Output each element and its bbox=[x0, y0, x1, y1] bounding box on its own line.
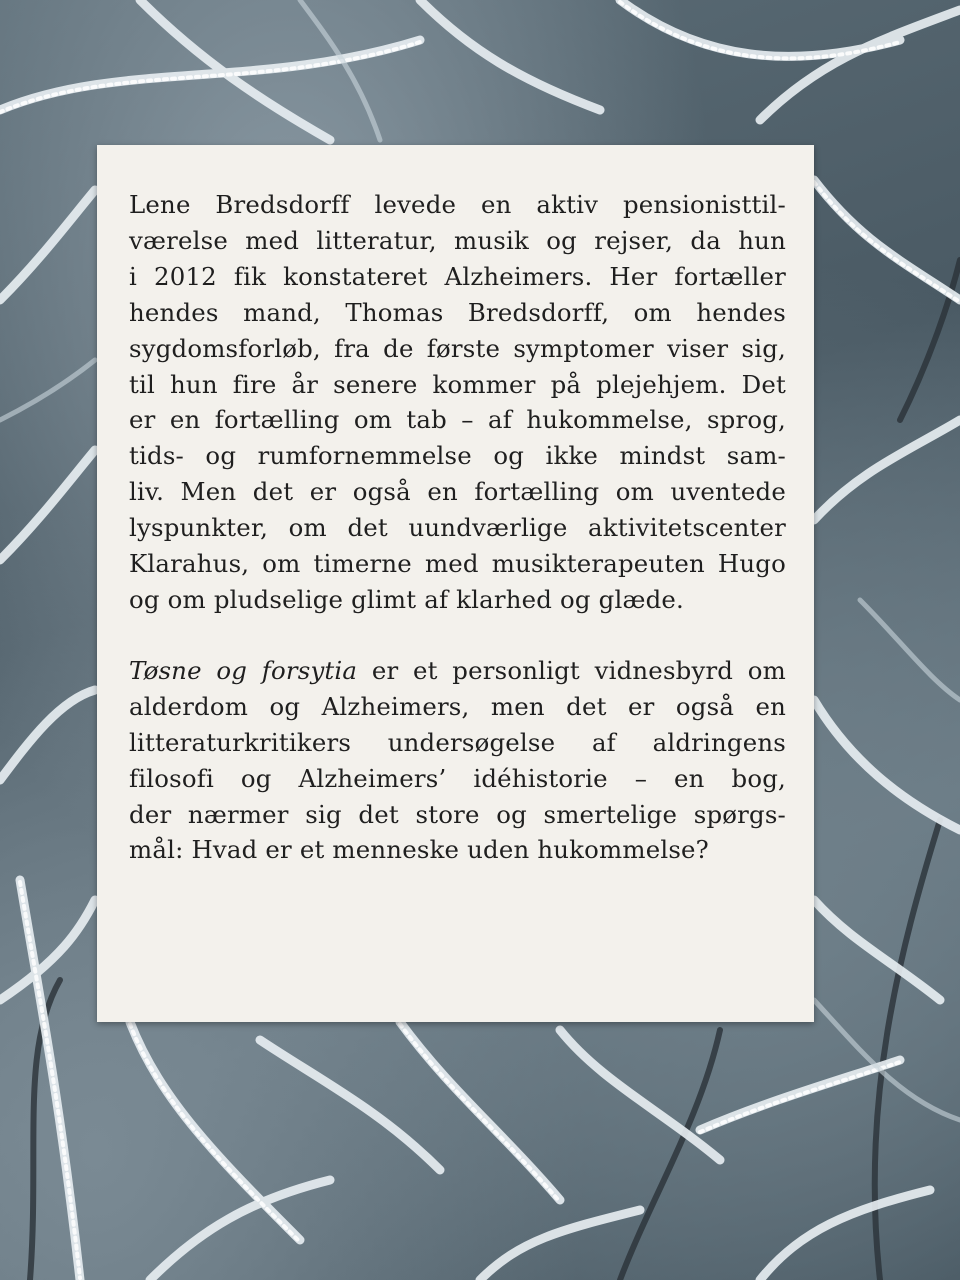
text-card bbox=[97, 145, 814, 1022]
text-line: filosofi og Alzheimers’ idéhistorie – en bog, bbox=[129, 763, 786, 793]
text-line-rest: er et personligt vidnesbyrd om bbox=[357, 655, 787, 685]
text-line: lyspunkter, om det uundværlige aktivitetscenter bbox=[129, 513, 786, 543]
text-line: Klarahus, om timerne med musikterapeuten Hugo bbox=[129, 549, 786, 579]
text-line bbox=[129, 653, 786, 689]
description-paragraph bbox=[129, 653, 786, 868]
text-line: Lene Bredsdorff levede en aktiv pensionisttil- bbox=[129, 190, 786, 219]
text-line: tids- og rumfornemmelse og ikke mindst sam- bbox=[129, 441, 786, 471]
text-line: og om pludselige glimt af klarhed og glæde. bbox=[129, 584, 685, 614]
book-title: Tøsne og forsytia bbox=[129, 655, 358, 685]
synopsis-paragraph bbox=[129, 187, 786, 618]
text-line: der nærmer sig det store og smertelige spørgs- bbox=[129, 799, 786, 829]
text-line: litteraturkritikers undersøgelse af aldringens bbox=[129, 727, 786, 757]
text-line: mål: Hvad er et menneske uden hukommelse? bbox=[129, 835, 709, 865]
text-line: liv. Men det er også en fortælling om uventede bbox=[129, 477, 786, 507]
text-line: hendes mand, Thomas Bredsdorff, om hendes bbox=[129, 297, 786, 327]
text-line: er en fortælling om tab – af hukommelse, sprog, bbox=[129, 405, 786, 435]
text-line: i 2012 fik konstateret Alzheimers. Her fortæller bbox=[129, 261, 786, 291]
text-line: sygdomsforløb, fra de første symptomer viser sig, bbox=[129, 333, 786, 363]
text-line: værelse med litteratur, musik og rejser, da hun bbox=[129, 225, 786, 255]
text-line: alderdom og Alzheimers, men det er også en bbox=[129, 691, 786, 721]
text-line: til hun fire år senere kommer på plejehjem. Det bbox=[129, 369, 786, 399]
